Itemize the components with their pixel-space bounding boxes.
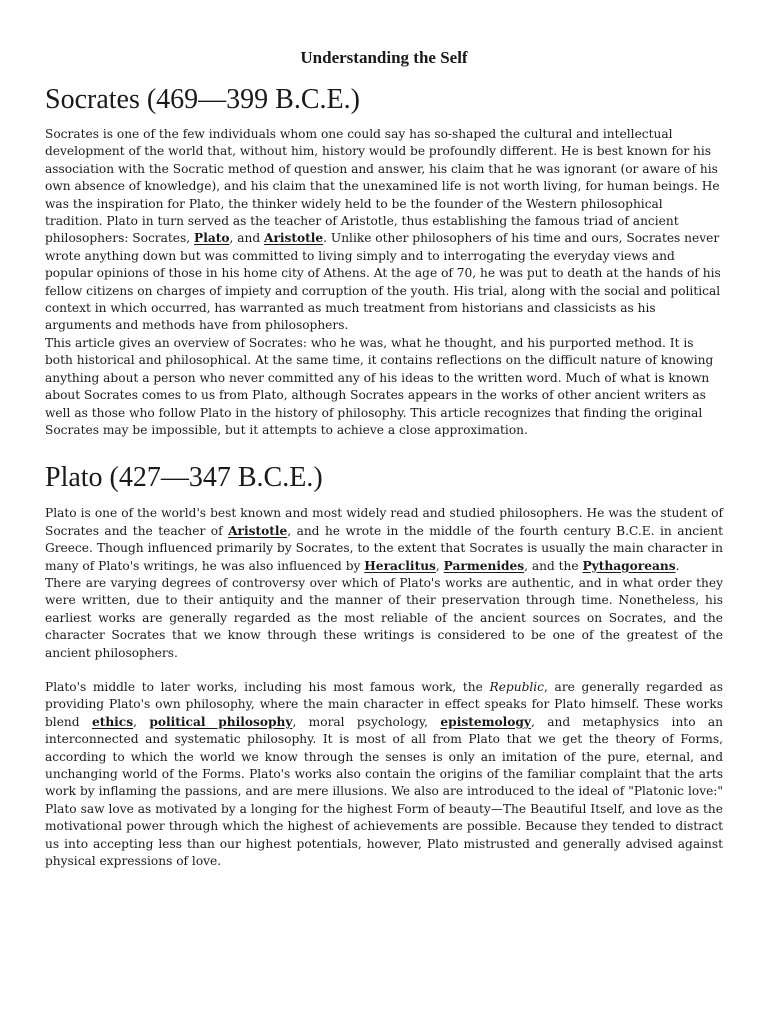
republic-title: Republic [489,679,544,694]
text-run: , and [229,231,265,246]
document-page [45,44,723,870]
text-run: , and the [524,558,583,573]
socrates-paragraph-2: This article gives an overview of Socrates: who he was, what he thought, and his purported method. It is both historical and philosophical. At the same time, it contains reflections on the difficult nature of knowing anything about a person who never committed any of his ideas to the written word. Much of what is known about Socrates comes to us from Plato, although Socrates appears in the works of other ancient writers as well as those who follow Plato in the history of philosophy. This article recognizes that finding the original Socrates may be impossible, but it attempts to achieve a close approximation. [45,335,714,437]
text-run: . [675,558,680,573]
pythagoreans-link[interactable]: Pythagoreans [582,558,676,573]
parmenides-link[interactable]: Parmenides [443,558,525,573]
aristotle-link[interactable]: Aristotle [228,523,288,538]
document-title: Understanding the Self [300,48,468,67]
text-run: , and metaphysics into an interconnected and systematic philosophy. It is most of all from Plato that we get the theory of Forms, according to which the world we know through the senses is only an imitation of the pure, eternal, and unchanging world of the Forms. Plato's works also contain the origins of the familiar complaint that the arts work by inflaming the passions, and are mere illusions. We also are introduced to the ideal of "Platonic love:" Plato saw love as motivated by a longing for the highest Form of beauty—The Beautiful Itself, and love as the motivational power through which the highest of achievements are possible. Because they tended to distract us into accepting less than our highest potentials, however, Plato mistrusted and generally advised against physical expressions of love. [45,714,724,869]
political-philosophy-link[interactable]: political philosophy [149,714,293,729]
text-run: , moral psychology, [292,714,441,729]
socrates-paragraph-1 [45,126,723,335]
text-run: , [435,558,444,573]
plato-paragraph-3 [45,679,723,870]
plato-link[interactable]: Plato [194,231,230,246]
aristotle-link[interactable]: Aristotle [264,231,324,246]
plato-paragraph-1 [45,505,723,575]
text-run: , [133,714,150,729]
text-run: Plato is one of the world's best known and most widely read and studied philosophers. He was the student of Socrates and the teacher of [45,506,723,538]
plato-heading: Plato (427—347 B.C.E.) [45,462,323,494]
plato-paragraph-2: There are varying degrees of controversy over which of Plato's works are authentic, and in what order they were written, due to their antiquity and the manner of their preservation through time. Nonetheless, his earliest works are generally regarded as the most reliable of the ancient sources on Socrates, and the character Socrates that we know through these writings is considered to be one of the greatest of the ancient philosophers. [45,575,723,660]
paragraph-gap [45,662,723,679]
text-run: , and he wrote in the middle of the fourth century B.C.E. in ancient Greece. Though influenced primarily by Socrates, to the extent that Socrates is usually the main character in many of Plato's writings, he was also influenced by [45,523,723,573]
socrates-heading: Socrates (469—399 B.C.E.) [45,84,360,115]
epistemology-link[interactable]: epistemology [440,714,531,729]
ethics-link[interactable]: ethics [91,714,134,729]
heraclitus-link[interactable]: Heraclitus [364,558,436,573]
text-run: . Unlike other philosophers of his time and ours, Socrates never wrote anything down but was committed to living simply and to interrogating the everyday views and popular opinions of those in his home city of Athens. At the age of 70, he was put to death at the hands of his fellow citizens on charges of impiety and corruption of the youth. His trial, along with the social and political context in which occurred, has warranted as much treatment from historians and classicists as his arguments and methods have from philosophers. [45,231,721,333]
text-run: Socrates is one of the few individuals whom one could say has so-shaped the cultural and intellectual development of the world that, without him, history would be profoundly different. He is best known for his association with the Socratic method of question and answer, his claim that he was ignorant (or aware of his own absence of knowledge), and his claim that the unexamined life is not worth living, for human beings. He was the inspiration for Plato, the thinker widely held to be the founder of the Western philosophical tradition. Plato in turn served as the teacher of Aristotle, thus establishing the famous triad of ancient philosophers: Socrates, [45,127,720,246]
text-run: , are generally regarded as providing Plato's own philosophy, where the main character in effect speaks for Plato himself. These works blend [45,679,723,729]
text-run: Plato's middle to later works, including his most famous work, the [45,679,490,694]
